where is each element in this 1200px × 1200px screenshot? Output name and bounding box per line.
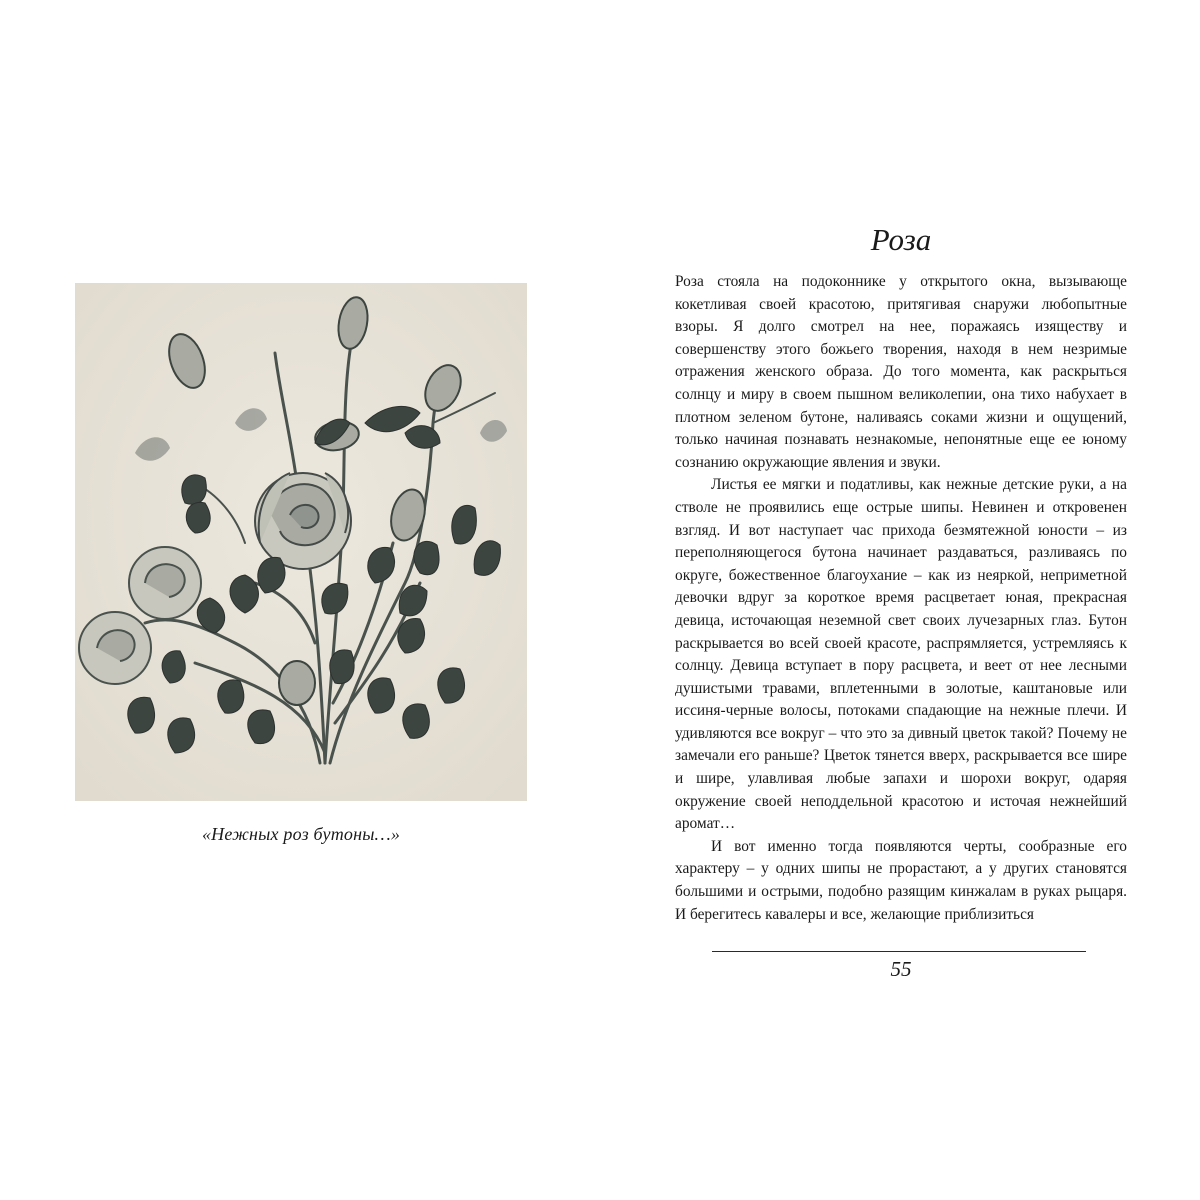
chapter-title: Роза xyxy=(870,222,932,257)
paragraph: И вот именно тогда появляются черты, сообразные его характеру – у одних шипы не прорастают, а у других становятся большими и острыми, подобно разящим кинжалам в руках рыцаря. И берегитесь кавалеры и все, желающие приблизиться xyxy=(675,837,1127,923)
paragraph: Листья ее мягки и податливы, как нежные детские руки, а на стволе не проявились еще острые шипы. Невинен и откровенен взгляд. И вот наступает час прихода безмятежной юности – из переполняющегося бутона начинает раздаваться, разливаясь по округе, божественное благоухание – как из неяркой, неприметной девочки вдруг за короткое время расцветает юная, прекрасная девица, источающая неземной свет своих лучезарных глаз. Бутон раскрывается во всей своей красоте, распрямляется, устремляясь к солнцу. Девица вступает в пору расцвета, и веет от нее лесными душистыми травами, вплетенными в золотые, каштановые или иссиня-черные волосы, потоками спадающие на нежные плечи. И удивляются все вокруг – что это за дивный цветок такой? Почему не замечали его раньше? Цветок тянется вверх, раскрывается все шире и шире, улавливая любые запахи и шорохи вокруг, одаряя окружение своей неподдельной красотою и источая нежнейший аромат… xyxy=(675,476,1127,833)
chapter-body xyxy=(675,271,1127,926)
rose-drawing xyxy=(75,283,527,801)
page-number: 55 xyxy=(890,957,912,981)
rose-illustration xyxy=(75,283,527,801)
illustration-caption: «Нежных роз бутоны…» xyxy=(201,824,401,844)
footer-rule xyxy=(712,951,1086,952)
main-rose xyxy=(255,473,351,569)
paragraph: Роза стояла на подоконнике у открытого окна, вызывающе кокетливая своей красотою, притягивая снаружи любопытные взоры. Я долго смотрел на нее, поражаясь изяществу и совершенству этого божьего творения, находя в нем незримые отражения женского образа. До того момента, как раскрыться солнцу и миру в своем пышном великолепии, она тихо набухает в плотном зеленом бутоне, наливаясь соками жизни и ощущений, только начиная познавать незнакомые, непонятные еще ее юному сознанию окружающие явления и звуки. xyxy=(675,273,1127,471)
